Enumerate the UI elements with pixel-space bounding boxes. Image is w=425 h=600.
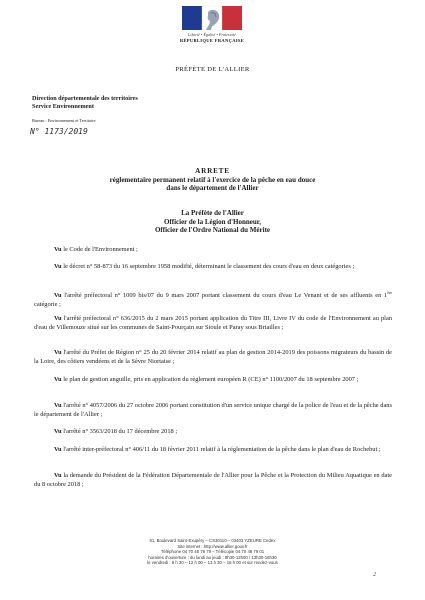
- republique-francaise-logo: [178, 4, 246, 43]
- consideration-paragraph: Vu le plan de gestion anguille, pris en application du règlement européen R (CE) n° 1100/2007 du 18 septembre 2007 ;: [54, 376, 359, 383]
- footer-hours-friday: le vendredi : 8 h 30 – 12 h 00 – 13 h 30 – 16 h 00 et sur rendez-vous: [147, 560, 278, 566]
- signatory-block: [0, 209, 425, 235]
- consideration-paragraph: Vu le décret n° 58-873 du 16 septembre 1958 modifié, déterminant le classement des cours d'eau en deux catégories ;: [54, 263, 355, 270]
- consideration-paragraph: Vu l'arrêté n° 3563/2018 du 17 décembre 2018 ;: [54, 428, 178, 435]
- consideration-paragraph: Vu la demande du Président de la Fédération Départementale de l'Allier pour la Pêche et la Protection du Milieu Aquatique en date du 8 octobre 2018 ;: [34, 472, 392, 488]
- footer-website: Site internet : http://www.allier.gouv.fr: [177, 543, 248, 549]
- footer-phone: Téléphone 04 70 48 79 79 – Télécopie 04 70 48 79 01: [160, 549, 265, 555]
- bureau-label: Bureau : Environnement et Territoire: [32, 118, 96, 123]
- consideration-paragraph: Vu l'arrêté inter-préfectoral n° 406/11 du 18 février 2011 relatif à la réglementation de la pêche dans le plan d'eau de Rochebut ;: [54, 446, 381, 453]
- footer-address: 51, Boulevard Saint-Exupéry – CS30110 – 03403 YZEURE Cedex: [149, 538, 276, 543]
- consideration-paragraph: Vu l'arrêté préfectoral n° 1009 bis/07 du 9 mars 2007 portant classement du cours d'eau Le Venant et de ses affluents en 1ère catégorie ;: [34, 290, 392, 308]
- consideration-paragraph: Vu le Code de l'Environnement ;: [54, 246, 138, 253]
- decree-title-line-1: réglementaire permanent relatif à l'exercice de la pêche en eau douce: [109, 175, 316, 184]
- handwritten-page-mark: 2: [373, 572, 376, 578]
- consideration-paragraph: Vu l'arrêté préfectoral n° 636/2015 du 2 mars 2015 portant application du Titre III, Livre IV du code de l'Environnement au plan d'eau de Villemouze situé sur les communes de Saint-Pourçain sur Sioule et Paray sous Briailles ;: [34, 315, 392, 331]
- signatory-line-1: La Préfète de l'Allier: [181, 209, 244, 217]
- republic-motto: Liberté • Égalité • Fraternité: [188, 33, 236, 37]
- decree-title: [0, 167, 425, 193]
- signatory-line-2: Officier de la Légion d'Honneur,: [163, 217, 262, 226]
- prefecture-name: PRÉFÈTE DE L'ALLIER: [175, 66, 250, 73]
- footer-hours: horaires d'ouverture : du lundi au jeudi : 8h30-12h00 / 13h30-16h30: [148, 554, 277, 560]
- decree-title-line-2: dans le département de l'Allier: [166, 184, 259, 193]
- signatory-line-3: Officier de l'Ordre National du Mérite: [154, 226, 271, 235]
- prefecture-contact-footer: [0, 538, 425, 566]
- service-name: Service Environnement: [32, 103, 94, 110]
- consideration-paragraph: Vu l'arrêté n° 4057/2006 du 27 octobre 2006 portant constitution d'un service unique chargé de la police de l'eau et de la pêche dans le département de l'Allier ;: [34, 402, 392, 418]
- marianne-emblem-icon: [178, 4, 246, 32]
- direction-name: Direction départementale des territoires: [32, 95, 138, 102]
- handwritten-reference-number: N° 1173/2019: [30, 127, 88, 136]
- republic-name: RÉPUBLIQUE FRANÇAISE: [179, 38, 245, 43]
- decree-heading: ARRETE: [195, 167, 230, 175]
- consideration-paragraph: Vu l'arrêté du Préfet de Région n° 25 du 20 février 2014 relatif au plan de gestion 2014-2019 des poissons migrateurs du bassin de la Loire, des côtiers vendéens et de la Sèvre Niortaise ;: [34, 349, 392, 365]
- issuing-service: [32, 95, 138, 111]
